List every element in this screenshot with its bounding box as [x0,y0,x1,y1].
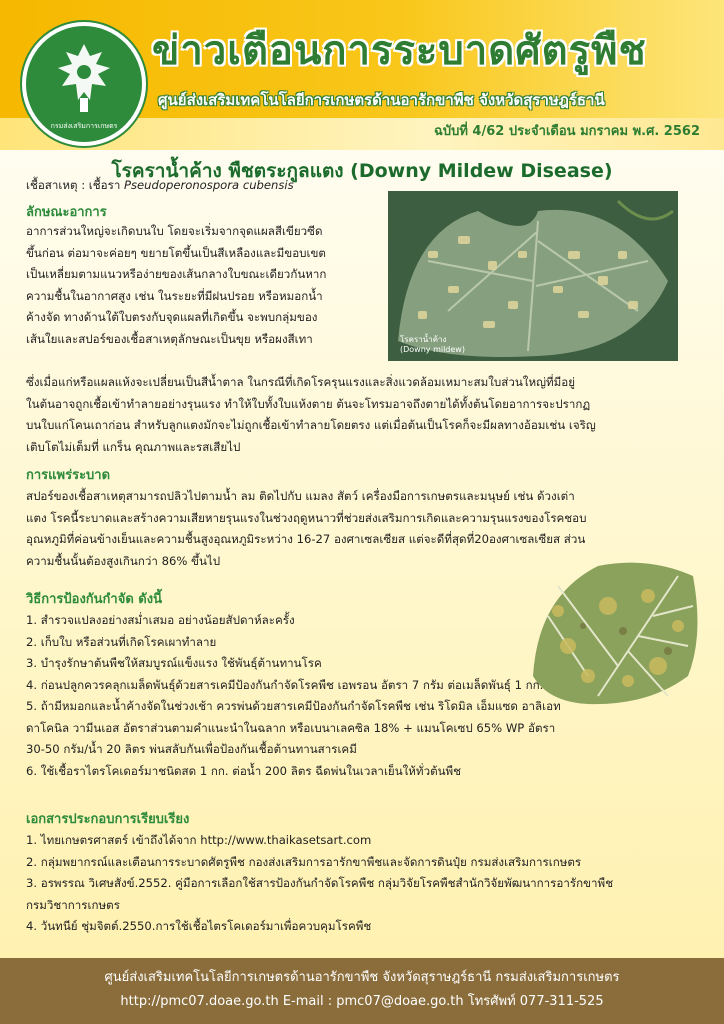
logo-text: กรมส่งเสริมการเกษตร [50,122,118,130]
text-line: ในต้นอาจถูกเชื้อเข้าทำลายอย่างรุนแรง ทำให้ใบทั้งใบแห้งตาย ต้นจะโทรมอาจถึงตายได้ทั้งต้นโดยอาการจะปรากฏ [26,396,591,411]
text-line: แตง โรคนี้ระบาดและสร้างความเสียหายรุนแรงในช่วงฤดูหนาวที่ช่วยส่งเสริมการเกิดและความรุนแรงของโรคชอบ [26,510,587,525]
reference-item: 2. กลุ่มพยากรณ์และเตือนการระบาดศัตรูพืช กองส่งเสริมการอารักขาพืชและจัดการดินปุ๋ย กรมส่งเสริมการเกษตร [26,854,582,869]
text-line: เติบโตไม่เต็มที่ แกร็น คุณภาพและรสเสียไป [26,439,241,454]
text-line: เป็นเหลี่ยมตามแนวหรือง่ายของเส้นกลางใบขณะเดียวกันหาก [26,267,327,281]
text-line: บนใบแก่โคนเถาก่อน สำหรับลูกแตงมักจะไม่ถูกเชื้อเข้าทำลายโดยตรง แต่เมื่อต้นเป็นโรคก็จะมีผลทางอ้อมเช่น เจริญ [26,418,596,432]
list-item: 5. ถ้ามีหมอกและน้ำค้างจัดในช่วงเช้า ควรพ่นด้วยสารเคมีป้องกันกำจัดโรคพืช เช่น ริโดมิล เอ็มแซด อาลิเอท [26,699,561,713]
caption-line: โรคราน้ำค้าง [400,335,447,344]
text-line: ค้างจัด ทางด้านใต้ใบตรงกับจุดแผลที่เกิดขึ้น จะพบกลุ่มของ [26,310,318,324]
article-title: โรคราน้ำค้าง พืชตระกูลแตง (Downy Mildew Disease) [111,160,613,182]
downy-mildew-leaf-photo [388,191,678,361]
text-line: สปอร์ของเชื้อสาเหตุสามารถปลิวไปตามน้ำ ลม ติดไปกับ แมลง สัตว์ เครื่องมือการเกษตรและมนุษย์ เช่น ด้วงเต่า [26,489,575,503]
caption-line: (Downy mildew) [400,345,465,354]
spread-heading: การแพร่ระบาด [26,468,111,483]
footer-contact: http://pmc07.doae.go.th E-mail : pmc07@doae.go.th โทรศัพท์ 077-311-525 [120,994,604,1009]
issue-info: ฉบับที่ 4/62 ประจำเดือน มกราคม พ.ศ. 2562 [433,124,700,139]
symptoms-text-short [26,221,386,350]
list-item: 30-50 กรัม/น้ำ 20 ลิตร พ่นสลับกันเพื่อป้องกันเชื้อต้านทานสารเคมี [26,742,357,756]
control-text [26,610,706,782]
center-name: ศูนย์ส่งเสริมเทคโนโลยีการเกษตรด้านอารักขาพืช จังหวัดสุราษฎร์ธานี [158,91,605,109]
department-logo [22,22,146,146]
text-line: ซึ่งเมื่อแก่หรือแผลแห้งจะเปลี่ยนเป็นสีน้ำตาล ในกรณีที่เกิดโรครุนแรงและสิ่งแวดล้อมเหมาะสมใบส่วนใหญ่ที่มีอยู่ [26,375,576,389]
page-title: ข่าวเตือนการระบาดศัตรูพืช [152,28,647,74]
text-line: เส้นใยและสปอร์ของเชื้อสาเหตุลักษณะเป็นขุย หรือผงสีเทา [26,331,313,346]
text-line: ความชื้นนั้นต้องสูงเกินกว่า 86% ขึ้นไป [26,553,221,568]
reference-item: 3. อรพรรณ วิเศษสังข์.2552. คู่มือการเลือกใช้สารป้องกันกำจัดโรคพืช กลุ่มวิจัยโรคพืชสำนักวิจัยพัฒนาการอารักขาพืช [26,876,614,890]
pathogen-name: Pseudoperonospora cubensis [124,178,294,192]
text-line: ความชื้นในอากาศสูง เช่น ในระยะที่มีฝนปรอย หรือหมอกน้ำ [26,288,323,303]
list-item: 4. ก่อนปลูกควรคลุกเมล็ดพันธุ์ด้วยสารเคมีป้องกันกำจัดโรคพืช เอพรอน อัตรา 7 กรัม ต่อเมล็ดพันธุ์ 1 กก. [26,677,544,692]
text-line: อาการส่วนใหญ่จะเกิดบนใบ โดยจะเริ่มจากจุดแผลสีเขียวซีด [26,224,323,238]
reference-item: กรมวิชาการเกษตร [26,897,120,912]
text-line: อุณหภูมิที่ค่อนข้างเย็นและความชื้นสูงอุณหภูมิระหว่าง 16-27 องศาเซลเซียส แต่จะดีที่สุดที่20องศาเซลเซียส ส่วน [26,532,586,546]
disease-cause [26,175,294,197]
list-item: 3. บำรุงรักษาต้นพืชให้สมบูรณ์แข็งแรง ใช้พันธุ์ต้านทานโรค [26,656,322,670]
symptoms-text-full [26,372,706,458]
references-heading: เอกสารประกอบการเรียบเรียง [26,812,190,827]
references-text [26,830,706,938]
reference-item: 4. วันทนีย์ ชุ่มจิตต์.2550.การใช้เชื้อไตรโคเดอร์มาเพื่อควบคุมโรคพืช [26,919,372,933]
control-heading: วิธีการป้องกันกำจัด ดังนี้ [26,592,162,607]
text-line: ขึ้นก่อน ต่อมาจะค่อยๆ ขยายโตขึ้นเป็นสีเหลืองและมีขอบเขต [26,245,326,260]
list-item: 2. เก็บใบ หรือส่วนที่เกิดโรคเผาทำลาย [26,634,217,649]
reference-item: 1. ไทยเกษตรศาสตร์ เข้าถึงได้จาก http://www.thaikasetsart.com [26,833,372,847]
list-item: 1. สำรวจแปลงอย่างสม่ำเสมอ อย่างน้อยสัปดาห์ละครั้ง [26,613,295,627]
photo-caption [400,335,465,355]
list-item: 6. ใช้เชื้อราไตรโคเดอร์มาชนิดสด 1 กก. ต่อน้ำ 200 ลิตร ฉีดพ่นในเวลาเย็นให้ทั่วต้นพืช [26,763,462,778]
garuda-emblem-icon [40,38,128,118]
cause-label: เชื้อสาเหตุ : เชื้อรา [26,178,121,192]
footer-org: ศูนย์ส่งเสริมเทคโนโลยีการเกษตรด้านอารักขาพืช จังหวัดสุราษฎร์ธานี กรมส่งเสริมการเกษตร [104,970,620,985]
list-item: ดาโคนิล วามีนเอส อัตราส่วนตามคำแนะนำในฉลาก หรือเบนาเลคซิล 18% + แมนโคเซป 65% WP อัตรา [26,720,556,735]
symptoms-heading: ลักษณะอาการ [26,205,107,220]
